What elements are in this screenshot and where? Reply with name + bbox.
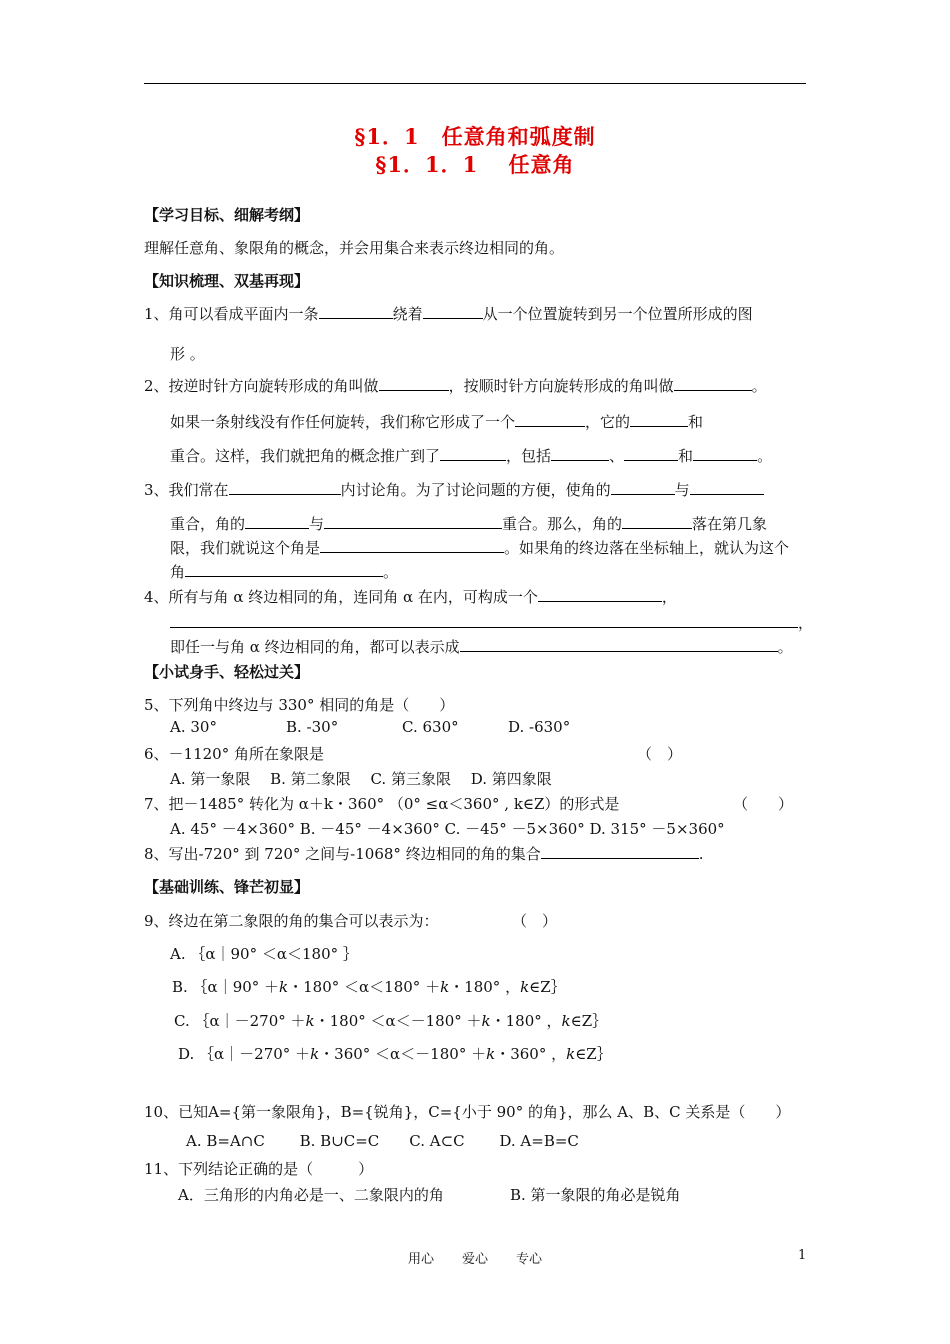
answer-blank[interactable] <box>170 612 798 628</box>
answer-blank[interactable] <box>551 445 609 461</box>
option-a[interactable]: A. 30° <box>170 718 217 736</box>
section-heading: 【小试身手、轻松过关】 <box>144 663 310 681</box>
goal-text: 理解任意角、象限角的概念，并会用集合来表示终边相同的角。 <box>144 239 565 257</box>
answer-blank[interactable] <box>624 445 678 461</box>
answer-blank[interactable] <box>319 303 393 319</box>
question-5-options <box>170 718 570 736</box>
question-1-cont: 形 。 <box>170 345 205 363</box>
answer-blank[interactable] <box>245 513 309 529</box>
answer-blank[interactable] <box>630 411 688 427</box>
section-heading: 【知识梳理、双基再现】 <box>144 272 310 290</box>
option-a[interactable]: A. ｛α｜90° ＜α＜180° ｝ <box>170 945 358 963</box>
question-10-options[interactable]: A. B=A∩C B. B∪C=C C. A⊂C D. A=B=C <box>186 1132 579 1150</box>
page-title: §1．1 任意角和弧度制 <box>354 124 596 149</box>
answer-paren: （ ） <box>733 795 794 813</box>
answer-paren: （ ） <box>637 745 683 763</box>
answer-blank[interactable] <box>379 375 449 391</box>
option-d[interactable]: D. ｛α｜－270° ＋k・360° ＜α＜－180° ＋k・360° ，k∈Z｝ <box>178 1045 612 1063</box>
question-1: 1、角可以看成平面内一条 绕着 从一个位置旋转到另一个位置所形成的图 <box>144 305 753 323</box>
question-10: 10、已知A={第一象限角}，B={锐角}，C={小于 90° 的角}，那么 A、B、C 关系是（ ） <box>144 1103 791 1121</box>
question-4: 4、所有与角 α 终边相同的角，连同角 α 在内，可构成一个 ， <box>144 588 677 606</box>
answer-blank[interactable] <box>423 303 483 319</box>
answer-blank[interactable] <box>460 636 778 652</box>
question-4-cont: ， <box>170 612 813 633</box>
option-d[interactable]: D. -630° <box>508 718 571 736</box>
page-subtitle: §1．1．1 任意角 <box>375 152 575 177</box>
answer-blank[interactable] <box>185 561 383 577</box>
answer-blank[interactable] <box>611 479 675 495</box>
question-6-options[interactable]: A. 第一象限 B. 第二象限 C. 第三象限 D. 第四象限 <box>170 770 552 788</box>
question-3-cont: 重合，角的 与 重合。那么，角的 落在第几象 <box>170 515 768 533</box>
question-2-cont: 重合。这样，我们就把角的概念推广到了 ，包括 、 和 。 <box>170 447 773 465</box>
question-2-cont: 如果一条射线没有作任何旋转，我们称它形成了一个 ，它的 和 <box>170 413 704 431</box>
answer-blank[interactable] <box>229 479 341 495</box>
answer-blank[interactable] <box>324 513 502 529</box>
answer-blank[interactable] <box>693 445 757 461</box>
question-9: 9、终边在第二象限的角的集合可以表示为： <box>144 912 439 930</box>
question-3-cont: 限，我们就说这个角是 。如果角的终边落在坐标轴上，就认为这个 <box>170 539 790 557</box>
question-11: 11、下列结论正确的是（ ） <box>144 1160 374 1178</box>
page-footer: 用心 爱心 专心 <box>407 1252 543 1267</box>
header-rule <box>144 83 806 84</box>
question-5: 5、下列角中终边与 330° 相同的角是（ ） <box>144 696 455 714</box>
option-b[interactable]: B. 第一象限的角必是锐角 <box>510 1186 681 1204</box>
question-8: 8、写出-720° 到 720° 之间与-1068° 终边相同的角的集合 . <box>144 845 704 863</box>
question-3: 3、我们常在 内讨论角。为了讨论问题的方便，使角的 与 <box>144 479 764 500</box>
answer-paren: （ ） <box>512 912 558 930</box>
question-3-cont: 角 。 <box>170 563 399 581</box>
section-heading: 【基础训练、锋芒初显】 <box>144 878 310 896</box>
option-b[interactable]: B. -30° <box>286 718 339 736</box>
answer-blank[interactable] <box>440 445 506 461</box>
answer-blank[interactable] <box>541 843 699 859</box>
option-c[interactable]: C. 630° <box>402 718 459 736</box>
answer-blank[interactable] <box>538 586 662 602</box>
question-2: 2、按逆时针方向旋转形成的角叫做 ，按顺时针方向旋转形成的角叫做 。 <box>144 377 767 395</box>
option-b[interactable]: B. ｛α｜90° ＋k・180° ＜α＜180° ＋k・180° ，k∈Z｝ <box>172 978 566 996</box>
question-4-cont: 即任一与角 α 终边相同的角，都可以表示成 。 <box>170 638 793 656</box>
section-heading: 【学习目标、细解考纲】 <box>144 206 310 224</box>
option-c[interactable]: C. ｛α｜－270° ＋k・180° ＜α＜－180° ＋k・180° ，k∈Z｝ <box>174 1012 608 1030</box>
answer-blank[interactable] <box>320 537 504 553</box>
question-7-options[interactable]: A. 45° －4×360° B. －45° －4×360° C. －45° －5×360° D. 315° －5×360° <box>170 820 725 838</box>
answer-blank[interactable] <box>690 479 764 495</box>
question-7: 7、把－1485° 转化为 α＋k・360° （0° ≤α＜360° , k∈Z）的形式是 <box>144 795 620 813</box>
page-number: 1 <box>798 1248 807 1263</box>
question-11-options <box>178 1184 681 1205</box>
answer-blank[interactable] <box>515 411 585 427</box>
option-a[interactable]: A．三角形的内角必是一、二象限内的角 <box>178 1186 444 1204</box>
answer-blank[interactable] <box>622 513 692 529</box>
question-6: 6、－1120° 角所在象限是 <box>144 745 324 763</box>
answer-blank[interactable] <box>674 375 752 391</box>
